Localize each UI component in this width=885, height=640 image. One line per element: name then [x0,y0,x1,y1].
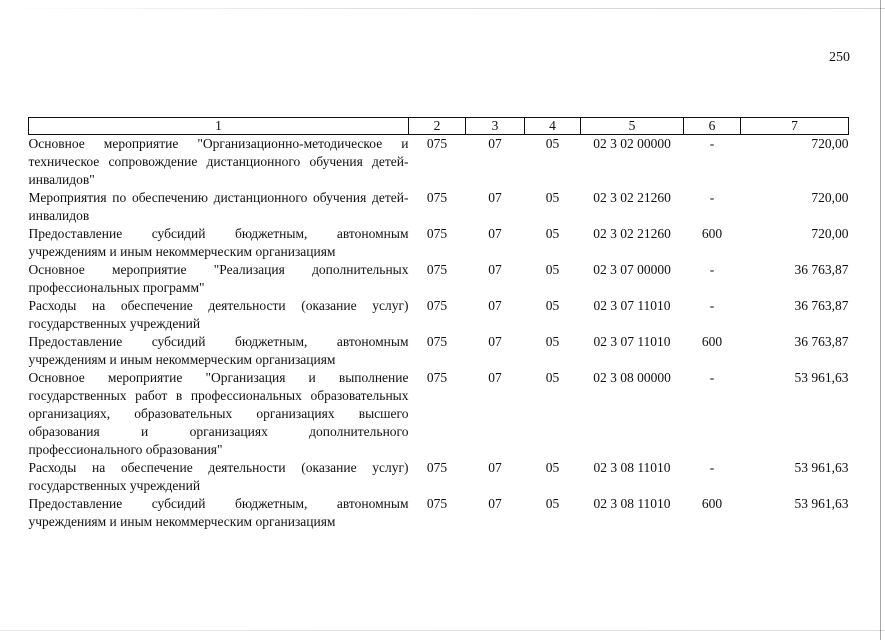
subsection-code-cell: 05 [545,460,560,475]
amount-cell: 36 763,87 [794,262,849,277]
row-name-cell: Предоставление субсидий бюджетным, автономным учреждениям и иным некоммерческим организациям [28,496,409,529]
subsection-code-cell: 05 [545,190,560,205]
subsection-code-cell: 05 [545,262,560,277]
table-row [29,369,849,459]
target-article-cell: 02 3 02 21260 [593,226,671,241]
amount-cell: 720,00 [811,190,849,205]
ministry-code-cell: 075 [426,334,448,349]
expense-type-cell: 600 [701,334,723,349]
amount-cell: 53 961,63 [794,460,849,475]
subsection-code-cell: 05 [545,136,560,151]
table-header [29,118,849,135]
section-code-cell: 07 [488,334,502,349]
row-name-cell: Основное мероприятие "Организационно-методическое и техническое сопровождение дистанционного обучения детей-инвалидов" [28,136,409,187]
section-code-cell: 07 [488,190,502,205]
row-name-cell: Предоставление субсидий бюджетным, автономным учреждениям и иным некоммерческим организациям [28,226,409,259]
subsection-code-cell: 05 [545,334,560,349]
section-code-cell: 07 [488,370,502,385]
subsection-code-cell: 05 [545,298,560,313]
ministry-code-cell: 075 [426,370,448,385]
table-row [29,495,849,531]
table-row [29,189,849,225]
expense-type-cell: 600 [701,226,723,241]
row-name-cell: Расходы на обеспечение деятельности (оказание услуг) государственных учреждений [28,460,409,493]
expense-type-cell: 600 [701,496,723,511]
page-number: 250 [829,50,850,65]
row-name-cell: Расходы на обеспечение деятельности (оказание услуг) государственных учреждений [28,298,409,331]
target-article-cell: 02 3 02 21260 [593,190,671,205]
column-header: 3 [466,118,525,135]
ministry-code-cell: 075 [426,262,448,277]
table-row [29,297,849,333]
subsection-code-cell: 05 [545,226,560,241]
column-header: 1 [29,118,409,135]
column-header: 5 [581,118,684,135]
expense-type-cell: - [709,262,715,277]
scan-edge-bottom [0,630,885,631]
amount-cell: 53 961,63 [794,370,849,385]
ministry-code-cell: 075 [426,298,448,313]
column-header: 7 [741,118,849,135]
section-code-cell: 07 [488,460,502,475]
expense-type-cell: - [709,136,715,151]
ministry-code-cell: 075 [426,226,448,241]
table-row [29,135,849,190]
ministry-code-cell: 075 [426,460,448,475]
row-name-cell: Мероприятия по обеспечению дистанционного обучения детей-инвалидов [28,190,409,223]
expense-type-cell: - [709,460,715,475]
target-article-cell: 02 3 02 00000 [593,136,671,151]
ministry-code-cell: 075 [426,136,448,151]
expense-type-cell: - [709,370,715,385]
target-article-cell: 02 3 07 00000 [593,262,671,277]
target-article-cell: 02 3 07 11010 [593,298,671,313]
table-row [29,459,849,495]
row-name-cell: Основное мероприятие "Организация и выполнение государственных работ в профессиональных образовательных организациях, образовательных организациях высшего образования и организациях дополнительного профессионального образования" [28,370,409,457]
row-name-cell: Основное мероприятие "Реализация дополнительных профессиональных программ" [28,262,409,295]
column-header: 2 [409,118,466,135]
table-row [29,225,849,261]
target-article-cell: 02 3 07 11010 [593,334,671,349]
target-article-cell: 02 3 08 11010 [593,460,671,475]
subsection-code-cell: 05 [545,496,560,511]
amount-cell: 36 763,87 [794,298,849,313]
expense-type-cell: - [709,190,715,205]
target-article-cell: 02 3 08 11010 [593,496,671,511]
section-code-cell: 07 [488,136,502,151]
column-header: 6 [684,118,741,135]
table-body [29,135,849,532]
amount-cell: 53 961,63 [794,496,849,511]
section-code-cell: 07 [488,226,502,241]
ministry-code-cell: 075 [426,190,448,205]
section-code-cell: 07 [488,496,502,511]
table-row [29,261,849,297]
amount-cell: 36 763,87 [794,334,849,349]
column-header: 4 [525,118,581,135]
ministry-code-cell: 075 [426,496,448,511]
amount-cell: 720,00 [811,136,849,151]
table-row [29,333,849,369]
header-row [29,118,849,135]
subsection-code-cell: 05 [545,370,560,385]
budget-table [28,117,849,531]
row-name-cell: Предоставление субсидий бюджетным, автономным учреждениям и иным некоммерческим организациям [28,334,409,367]
section-code-cell: 07 [488,298,502,313]
section-code-cell: 07 [488,262,502,277]
amount-cell: 720,00 [811,226,849,241]
scan-edge-top [0,8,885,9]
scan-edge-right [880,0,881,640]
target-article-cell: 02 3 08 00000 [593,370,671,385]
expense-type-cell: - [709,298,715,313]
